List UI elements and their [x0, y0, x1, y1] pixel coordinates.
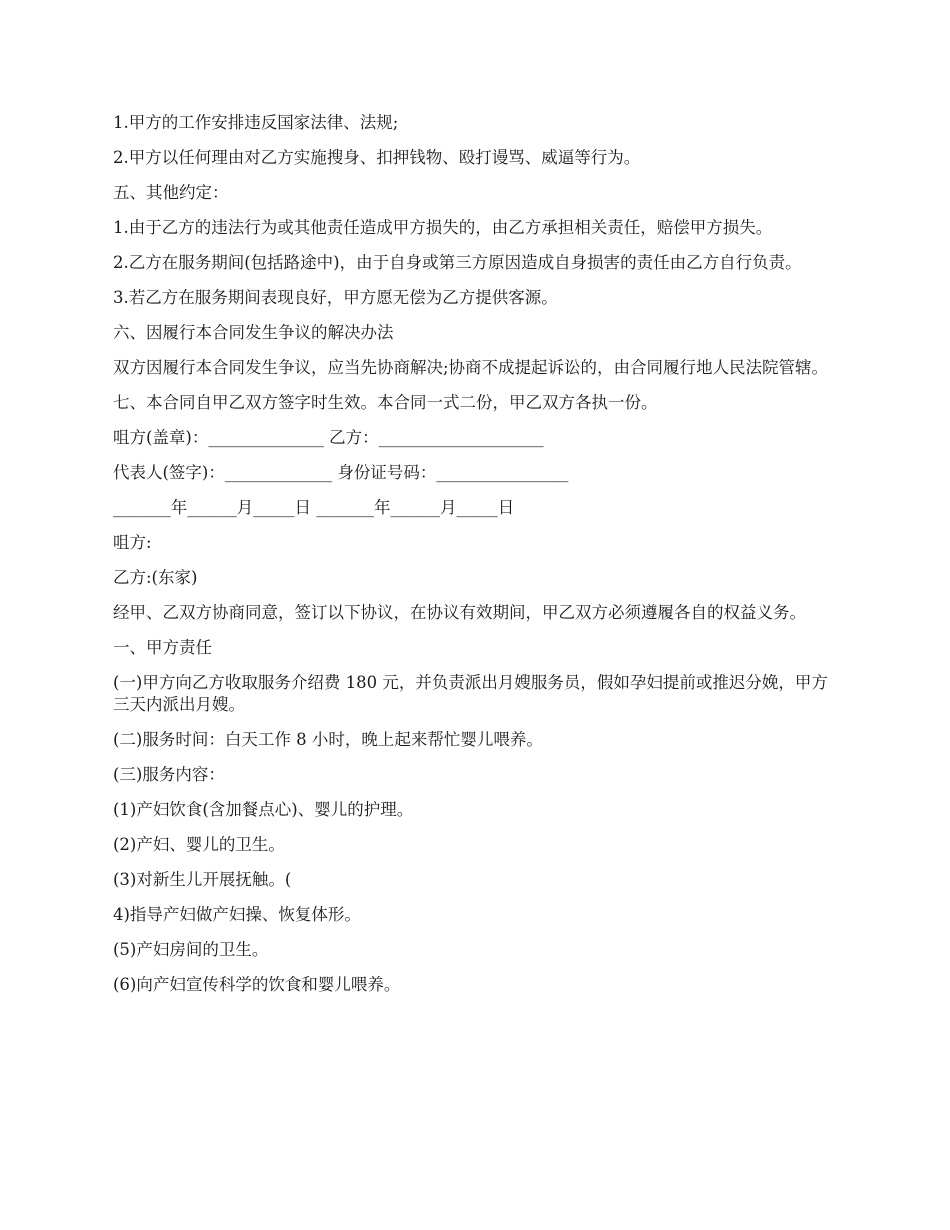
- paragraph: 2.甲方以任何理由对乙方实施搜身、扣押钱物、殴打谩骂、威逼等行为。: [113, 148, 641, 167]
- paragraph: 1.甲方的工作安排违反国家法律、法规;: [113, 113, 399, 132]
- list-item: (6)向产妇宣传科学的饮食和婴儿喂养。: [113, 975, 401, 994]
- signature-line: 咀方(盖章)：______________ 乙方：____________________: [113, 428, 544, 447]
- signature-line: 代表人(签字)：_____________ 身份证号码：________________: [113, 463, 569, 482]
- paragraph: (三)服务内容：: [113, 765, 225, 784]
- paragraph: 1.由于乙方的违法行为或其他责任造成甲方损失的，由乙方承担相关责任，赔偿甲方损失。: [113, 218, 773, 237]
- section-heading: 五、其他约定：: [113, 183, 229, 202]
- paragraph: 2.乙方在服务期间(包括路途中)，由于自身或第三方原因造成自身损害的责任由乙方自行负责。: [113, 253, 802, 272]
- list-item: 4)指导产妇做产妇操、恢复体形。: [113, 905, 361, 924]
- section-heading: 一、甲方责任: [113, 638, 212, 657]
- paragraph: 3.若乙方在服务期间表现良好，甲方愿无偿为乙方提供客源。: [113, 288, 558, 307]
- section-heading: 六、因履行本合同发生争议的解决办法: [113, 323, 394, 342]
- paragraph: 经甲、乙双方协商同意，签订以下协议，在协议有效期间，甲乙双方必须遵履各自的权益义务。: [113, 603, 806, 622]
- paragraph: (一)甲方向乙方收取服务介绍费 180 元，并负责派出月嫂服务员，假如孕妇提前或推迟分娩，甲方三天内派出月嫂。: [113, 673, 828, 714]
- document-body: [113, 112, 843, 1009]
- list-item: (1)产妇饮食(含加餐点心)、婴儿的护理。: [113, 800, 414, 819]
- party-label: 乙方:(东家): [113, 568, 198, 587]
- list-item: (3)对新生儿开展抚触。(: [113, 870, 292, 889]
- party-label: 咀方:: [113, 533, 152, 552]
- list-item: (5)产妇房间的卫生。: [113, 940, 269, 959]
- list-item: (2)产妇、婴儿的卫生。: [113, 835, 285, 854]
- date-line: _______年______月_____日 _______年______月_____日: [113, 498, 515, 517]
- paragraph: 七、本合同自甲乙双方签字时生效。本合同一式二份，甲乙双方各执一份。: [113, 393, 658, 412]
- paragraph: 双方因履行本合同发生争议，应当先协商解决;协商不成提起诉讼的，由合同履行地人民法院管辖。: [113, 358, 829, 377]
- paragraph: (二)服务时间：白天工作 8 小时，晚上起来帮忙婴儿喂养。: [113, 730, 543, 749]
